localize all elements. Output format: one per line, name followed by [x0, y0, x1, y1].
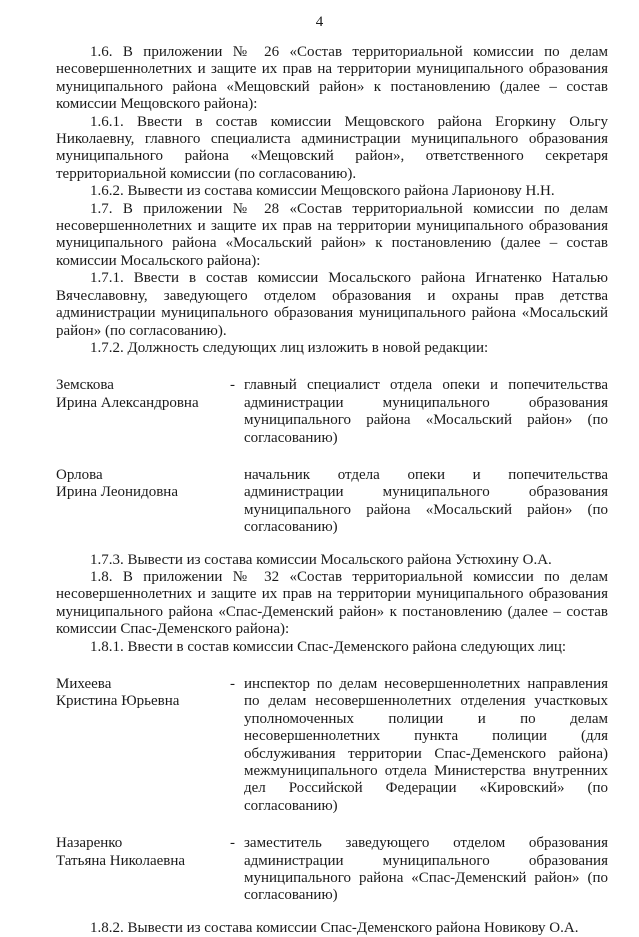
document-body — [56, 44, 608, 937]
member-surname: Земскова — [56, 377, 114, 394]
member-given-names: Ирина Александровна — [56, 394, 199, 411]
paragraph-1-7-2: 1.7.2. Должность следующих лиц изложить в новой редакции: — [90, 339, 489, 356]
member-name — [56, 467, 230, 537]
member-position: инспектор по делам несовершеннолетних направления по делам несовершеннолетних отделения участковых уполномоченных полиции и по делам несовершеннолетних пункта полиции (для обслуживания территории Спас-Деменского района) межмуниципального отдела Министерства внутренних дел Российской Федерации «Кировский» (по согласованию) — [244, 676, 608, 814]
paragraph-1-7-3: 1.7.3. Вывести из состава комиссии Мосальского района Устюхину О.А. — [90, 551, 552, 568]
member-name — [56, 676, 230, 815]
entry-dash: - — [230, 676, 235, 692]
member-entry — [56, 676, 608, 815]
paragraph-1-6-1: 1.6.1. Ввести в состав комиссии Мещовского района Егоркину Ольгу Николаевну, главного специалиста администрации муниципального образования муниципального района «Мещовский район», ответственного секретаря территориальной комиссии (по согласованию). — [56, 113, 608, 182]
member-given-names: Татьяна Николаевна — [56, 852, 186, 869]
paragraph-1-8-2: 1.8.2. Вывести из состава комиссии Спас-Деменского района Новикову О.А. — [90, 919, 579, 936]
entry-dash: - — [230, 835, 235, 852]
member-position: заместитель заведующего отделом образования администрации муниципального образования муниципального района «Спас-Деменский район» (по согласованию) — [244, 835, 608, 904]
paragraph-1-7-1: 1.7.1. Ввести в состав комиссии Мосальского района Игнатенко Наталью Вячеславовну, заведующего отделом образования и охраны прав детства администрации муниципального образования муниципального района «Мосальский район» (по согласованию). — [56, 270, 608, 339]
member-surname: Орлова — [56, 466, 103, 483]
entry-dash: - — [230, 377, 235, 394]
paragraph-1-8-1: 1.8.1. Ввести в состав комиссии Спас-Деменского района следующих лиц: — [90, 638, 567, 655]
member-surname: Михеева — [56, 676, 112, 692]
paragraph-1-8: 1.8. В приложении № 32 «Состав территориальной комиссии по делам несовершеннолетних и защите их прав на территории муниципального образования муниципального района «Спас-Деменский район» к постановлению (далее – состав комиссии Спас-Деменского района): — [56, 568, 608, 638]
member-position: начальник отдела опеки и попечительства администрации муниципального образования муниципального района «Мосальский район» (по согласованию) — [244, 466, 608, 536]
member-surname: Назаренко — [56, 835, 123, 852]
paragraph-1-6-2: 1.6.2. Вывести из состава комиссии Мещовского района Ларионову Н.Н. — [90, 183, 555, 200]
paragraph-1-6: 1.6. В приложении № 26 «Состав территориальной комиссии по делам несовершеннолетних и защите их прав на территории муниципального образования муниципального района «Мещовский район» к постановлению (далее – состав комиссии Мещовского района): — [56, 44, 608, 113]
paragraph-1-7: 1.7. В приложении № 28 «Состав территориальной комиссии по делам несовершеннолетних и защите их прав на территории муниципального образования муниципального района «Мосальский район» к постановлению (далее – состав комиссии Мосальского района): — [56, 200, 608, 269]
member-name — [56, 377, 230, 447]
member-entry — [56, 377, 608, 447]
member-given-names: Ирина Леонидовна — [56, 484, 178, 501]
entry-dash — [230, 467, 244, 537]
member-entry — [56, 835, 608, 905]
member-given-names: Кристина Юрьевна — [56, 693, 180, 710]
member-entry — [56, 467, 608, 537]
member-name — [56, 835, 230, 905]
member-position: главный специалист отдела опеки и попечительства администрации муниципального образования муниципального района «Мосальский район» (по согласованию) — [244, 377, 608, 446]
page-number: 4 — [315, 14, 324, 30]
